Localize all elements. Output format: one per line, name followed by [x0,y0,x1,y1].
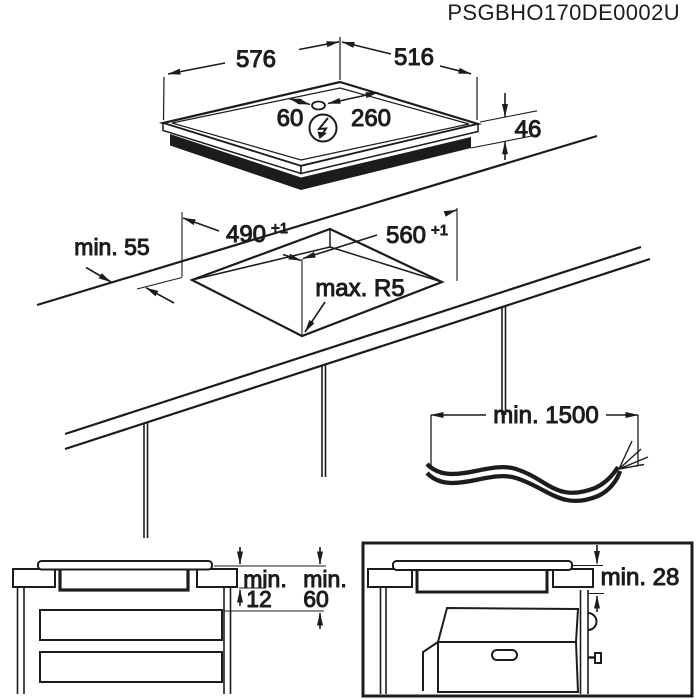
drawer-dim2-prefix: min. [303,566,347,592]
edge-clearance-label: min. 55 [74,234,150,260]
hob-height-label: 46 [514,116,542,143]
cutout-depth-label: 490 [225,221,267,248]
dim-hob-height [471,93,541,160]
worktop-cutout-view [65,208,650,538]
hob-glass-section [38,561,212,570]
hob-depth-label: 516 [393,44,435,71]
oven-hinge-knob [588,613,597,630]
oven [423,608,601,692]
cable-length-label: min. 1500 [493,402,599,429]
worktop-left [13,569,55,587]
cutout-width-tolerance: +1 [431,222,449,239]
hob-isometric-view [163,82,478,190]
oven-left-side [423,642,438,691]
cable-wire-ends [619,441,648,469]
dim-corner-radius [305,275,405,332]
drawing-code: PSGBHO170DE0002U [447,0,680,25]
drawer-dim1-prefix: min. [243,566,287,592]
cutout-depth-tolerance: +1 [271,220,289,237]
hob-width-label: 576 [235,46,277,73]
worktop-right [197,569,237,587]
cable-entry-point [312,102,325,110]
hob-glass-section-oven [393,561,572,570]
worktop-left-oven [368,569,412,587]
power-cable [427,402,648,501]
cutout-width-label: 560 [385,222,427,249]
hob-body-section [60,568,188,590]
worktop-right-oven [553,569,593,587]
oven-top [438,608,578,642]
dim-cutout-depth [183,218,301,261]
drawer-dim2-value: 60 [303,586,329,612]
side-section-oven [363,543,692,696]
cabinet-panel-edges [144,307,506,538]
oven-handle [492,650,517,660]
cable-offset-front-label: 60 [276,105,304,132]
cable-offset-side-label: 260 [350,105,392,132]
dim-edge-clearance [74,234,182,303]
oven-side-fitting [595,653,601,663]
cabinet-panels-oven [381,587,589,694]
side-section-drawers [13,547,347,694]
drawer-dim1-value: 12 [246,586,272,612]
oven-clearance-label: min. 28 [600,564,680,591]
corner-radius-label: max. R5 [315,275,405,302]
drawer-front-2 [40,652,222,682]
hob-body-section-oven [417,569,547,592]
drawer-front-1 [40,610,222,640]
